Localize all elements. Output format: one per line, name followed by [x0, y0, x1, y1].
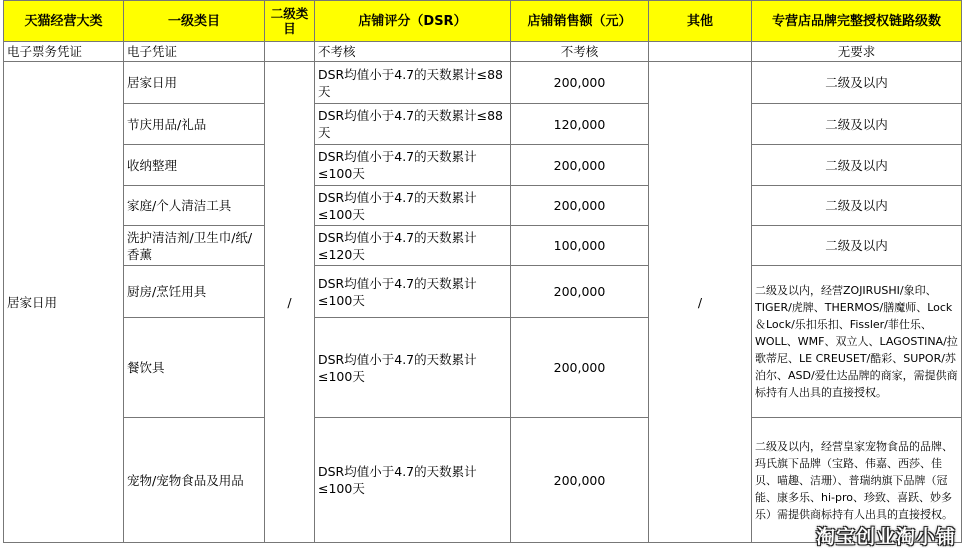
- cell-other-group[interactable]: /: [649, 62, 752, 543]
- header-sales[interactable]: 店铺销售额（元）: [511, 1, 649, 42]
- cell-level1[interactable]: 电子凭证: [124, 42, 265, 62]
- header-level1[interactable]: 一级类目: [124, 1, 265, 42]
- cell-auth[interactable]: 无要求: [752, 42, 962, 62]
- cell-level1[interactable]: 收纳整理: [124, 145, 265, 186]
- cell-auth[interactable]: 二级及以内: [752, 186, 962, 226]
- cell-sales[interactable]: 100,000: [511, 226, 649, 266]
- cell-sales[interactable]: 200,000: [511, 418, 649, 543]
- cell-dsr[interactable]: DSR均值小于4.7的天数累计≤100天: [315, 266, 511, 318]
- table-row: [4, 104, 962, 145]
- header-row: [4, 1, 962, 42]
- cell-auth[interactable]: 二级及以内，经营皇家宠物食品的品牌、玛氏旗下品牌（宝路、伟嘉、西莎、佳贝、喵趣、洁珊）、普瑞纳旗下品牌（冠能、康多乐、hi-pro、珍致、喜跃、妙多乐）需提供商标持有人出具的直接授权。: [752, 418, 962, 543]
- cell-level1[interactable]: 餐饮具: [124, 318, 265, 418]
- cell-level1[interactable]: 宠物/宠物食品及用品: [124, 418, 265, 543]
- cell-sales[interactable]: 120,000: [511, 104, 649, 145]
- cell-auth-merged[interactable]: 二级及以内，经营ZOJIRUSHI/象印、TIGER/虎牌、THERMOS/膳魔师、Lock＆Lock/乐扣乐扣、Fissler/菲仕乐、WOLL、WMF、双立人、LAGOSTINA/拉歌蒂尼、LE CREUSET/酷彩、SUPOR/苏泊尔、ASD/爱仕达品牌的商家，需提供商标持有人出具的直接授权。: [752, 266, 962, 418]
- table-row: [4, 418, 962, 543]
- cell-dsr[interactable]: DSR均值小于4.7的天数累计≤88天: [315, 62, 511, 104]
- table-row: [4, 42, 962, 62]
- cell-dsr[interactable]: DSR均值小于4.7的天数累计≤100天: [315, 186, 511, 226]
- cell-dsr[interactable]: DSR均值小于4.7的天数累计≤100天: [315, 145, 511, 186]
- header-other[interactable]: 其他: [649, 1, 752, 42]
- cell-dsr[interactable]: DSR均值小于4.7的天数累计≤88天: [315, 104, 511, 145]
- cell-level1[interactable]: 洗护清洁剂/卫生巾/纸/香薰: [124, 226, 265, 266]
- cell-dsr[interactable]: DSR均值小于4.7的天数累计≤100天: [315, 418, 511, 543]
- table-row: [4, 145, 962, 186]
- cell-sales[interactable]: 不考核: [511, 42, 649, 62]
- cell-level1[interactable]: 厨房/烹饪用具: [124, 266, 265, 318]
- cell-sales[interactable]: 200,000: [511, 318, 649, 418]
- cell-auth[interactable]: 二级及以内: [752, 145, 962, 186]
- cell-auth[interactable]: 二级及以内: [752, 62, 962, 104]
- cell-auth[interactable]: 二级及以内: [752, 226, 962, 266]
- cell-sales[interactable]: 200,000: [511, 145, 649, 186]
- cell-dsr[interactable]: DSR均值小于4.7的天数累计≤100天: [315, 318, 511, 418]
- header-dsr[interactable]: 店铺评分（DSR）: [315, 1, 511, 42]
- cell-dsr[interactable]: 不考核: [315, 42, 511, 62]
- cell-tmall[interactable]: 电子票务凭证: [4, 42, 124, 62]
- cell-sales[interactable]: 200,000: [511, 62, 649, 104]
- cell-sales[interactable]: 200,000: [511, 186, 649, 226]
- cell-tmall-group[interactable]: 居家日用: [4, 62, 124, 543]
- requirements-table: [3, 0, 962, 543]
- cell-level2[interactable]: [265, 42, 315, 62]
- cell-level2-group[interactable]: /: [265, 62, 315, 543]
- cell-dsr[interactable]: DSR均值小于4.7的天数累计≤120天: [315, 226, 511, 266]
- table-row: [4, 226, 962, 266]
- cell-other[interactable]: [649, 42, 752, 62]
- watermark: 淘宝创业淘小铺: [815, 526, 956, 548]
- cell-level1[interactable]: 家庭/个人清洁工具: [124, 186, 265, 226]
- table-row: [4, 186, 962, 226]
- cell-auth[interactable]: 二级及以内: [752, 104, 962, 145]
- header-tmall-category[interactable]: 天猫经营大类: [4, 1, 124, 42]
- table-row: [4, 62, 962, 104]
- table-row: [4, 266, 962, 318]
- cell-level1[interactable]: 居家日用: [124, 62, 265, 104]
- cell-level1[interactable]: 节庆用品/礼品: [124, 104, 265, 145]
- cell-sales[interactable]: 200,000: [511, 266, 649, 318]
- header-level2[interactable]: 二级类目: [265, 1, 315, 42]
- header-auth[interactable]: 专营店品牌完整授权链路级数: [752, 1, 962, 42]
